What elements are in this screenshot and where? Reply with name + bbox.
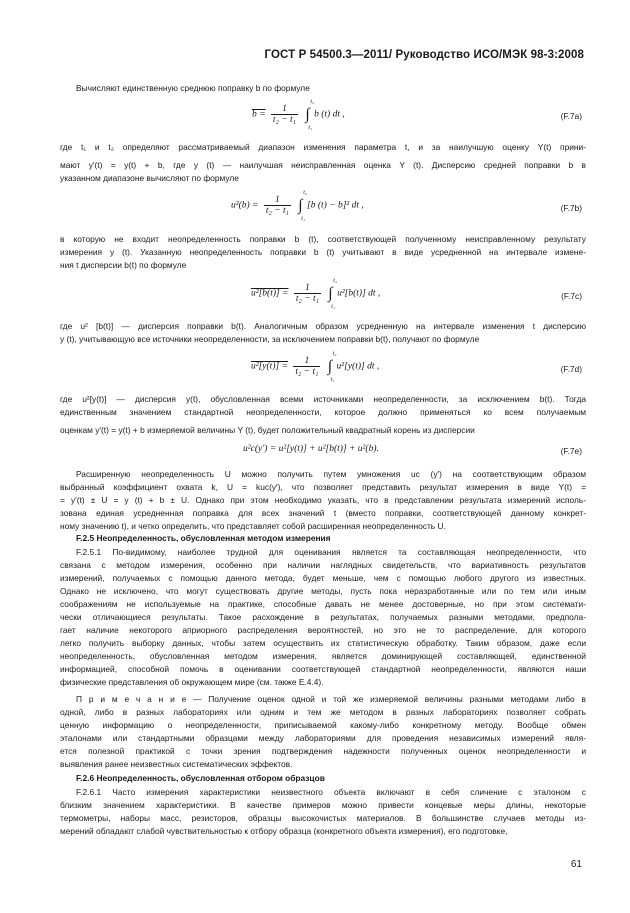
text-line: измерения y (t). Указанную неопределенность поправки b (t) учитывают в виде усредненной на интервале измене- [60,247,586,257]
text-line: мерений обладают слабой чувствительностью к отбору образца (конкретного объекта измерения), его подготовке, [60,826,508,836]
equation-f7e: u²c(y′) = u²[y(t)] + u²[b(t)] + u²(b). [243,444,379,454]
text-line: связана с методом измерения, особенно при наличии наглядных свидетельств, что вариативность результатов [60,560,586,570]
equation-label-f7e: (F.7e) [560,446,582,456]
text-line: термометры, наборы масс, резисторов, образцы высокочистых материалов. В большинстве случаев методы из- [60,813,586,823]
text-line: гает наличие некоторого априорного распределения вероятностей, но это не то распределение, для которого [60,625,586,635]
text-line: Однако не исключено, что могут существовать другие методы, пусть пока неразработанные или по тем или иным [60,586,586,596]
text-line: физические представления об окружающем мире (см. также Е.4.4). [60,677,324,687]
section-heading: F.2.5 Неопределенность, обусловленная методом измерения [76,533,331,543]
text-line: в которую не входит неопределенность поправки b (t), соответствующей полученному неисправленному результату [60,234,586,244]
text-line: указанном диапазоне вычисляют по формуле [60,173,239,183]
section-heading: F.2.6 Неопределенность, обусловленная отбором образцов [76,773,325,783]
text-line: ценную информацию о неопределенности, приписываемой какому-либо конкретному методу. Вообще обмен [60,720,586,730]
equation-f7a: b = $\frac{1}{\text{t₂ − t₁}}$ ∫ t₂ t₁ b (t) dt , [252,98,345,131]
text-line: эталонами или стандартными образцами между лабораториями для проведения независимых измерений явля- [60,733,586,743]
equation-f7d: u²[y(t)] = $\frac{1}{\text{t₂ − t₁}}$ ∫ t₂ t₁ u²[y(t)] dt , [251,350,380,383]
text-line: информацией, способной помочь в оценивании соответствующей стандартной неопределенности, являются наши [60,664,586,674]
text-line: П р и м е ч а н и е — Получение оценок одной и той же измеряемой величины разными методами либо в [76,694,586,704]
text-line: неопределенность, обусловленная методом измерения, является доминирующей составляющей, единственной [60,651,586,661]
equation-label-f7c: (F.7c) [561,291,582,301]
page-header: ГОСТ Р 54500.3—2011/ Руководство ИСО/МЭК 98-3:2008 [264,49,584,61]
text-line: зована единая усредненная поправка для всех значений t (вместо поправки, соответствующей данному конкрет- [60,508,586,518]
page-number: 61 [570,859,582,870]
text-line: соображениям не используемые на практике, способные давать не менее достоверные, но при этом системати- [60,599,586,609]
text-line: где u² [b(t)] — дисперсия поправки b(t). Аналогичным образом усредненную на интервале изменения t дисперсию [60,321,586,331]
text-line: одной, либо в разных лабораториях или одним и тем же методом в разных лабораториях позволяет собрать [60,707,586,717]
text-line: выявления ранее неизвестных систематических эффектов. [60,759,293,769]
text-line: ния t дисперсии b(t) по формуле [60,260,187,270]
equation-label-f7d: (F.7d) [560,364,582,374]
equation-f7c: u²[b(t)] = $\frac{1}{\text{t₂ − t₁}}$ ∫ t₂ t₁ u²[b(t)] dt , [251,277,381,310]
text-line: измерений, получаемых с помощью данного метода, будет меньше, чем с помощью любого другого из известных. [60,573,586,583]
text-line: F.2.6.1 Часто измерения характеристики неизвестного объекта включают в себя сличение с эталоном с [76,787,586,797]
text-line: где u²[y(t)] — дисперсия y(t), обусловленная всеми источниками неопределенности, за исключением b(t). Тогда [60,394,586,404]
equation-label-f7b: (F.7b) [560,203,582,213]
text-line: ному значению t), и четко определить, что представляет собой расширенная неопределенность U. [60,521,446,531]
equation-label-f7a: (F.7a) [560,111,582,121]
text-line: = y′(t) ± U = y (t) + b ± U. Однако при этом необходимо указать, что в представлении результата измерений исполь- [60,495,586,505]
text-line: единственным значением стандартной неопределенности, которое должно применяться ко всем получаемым [60,407,586,417]
text-line: мают y′(t) = y(t) + b, где y (t) — наилучшая неисправленная оценка Y (t). Дисперсию средней поправки b в [60,160,586,170]
text-line: Расширенную неопределенность U можно получить путем умножения uc (y′) на соответствующим образом [76,469,586,479]
equation-f7b: u²(b) = $\frac{1}{\text{t₂ − t₁}}$ ∫ t₂ t₁ [b (t) − b]² dt , [231,189,364,222]
text-line: легко получить выборку данных, чтобы затем осуществить их статистическую обработку. Таким образом, даже если [60,638,586,648]
text-line: близким значением характеристики. В качестве примеров можно привести концевые меры длины, некоторые [60,800,586,810]
text-line: где t₁ и t₂ определяют рассматриваемый диапазон изменения параметра t, и за наилучшую оценку Y(t) прини- [60,142,586,152]
text-line: F.2.5.1 По-видимому, наиболее трудной для оценивания является та составляющая неопределенности, что [76,547,586,557]
text-line: выбранный коэффициент охвата k, U = kuc(y′), что позволяет представить результат измерения в виде Y(t) = [60,482,586,492]
text-line: ется полезной практикой с точки зрения подтверждения надежности полученных оценок неопределенности и [60,746,586,756]
text-line: оценкам y′(t) = y(t) + b измеряемой величины Y (t), будет положительный квадратный корень из дисперсии [60,425,475,435]
text-line: y (t), учитывающую все источники неопределенности, за исключением поправки b(t), получают по формуле [60,334,480,344]
text-line: чески отличающиеся результаты. Такое расхождение в результатах, получаемых разными методами, предпола- [60,612,586,622]
text-line: Вычисляют единственную среднюю поправку b по формуле [76,83,310,93]
